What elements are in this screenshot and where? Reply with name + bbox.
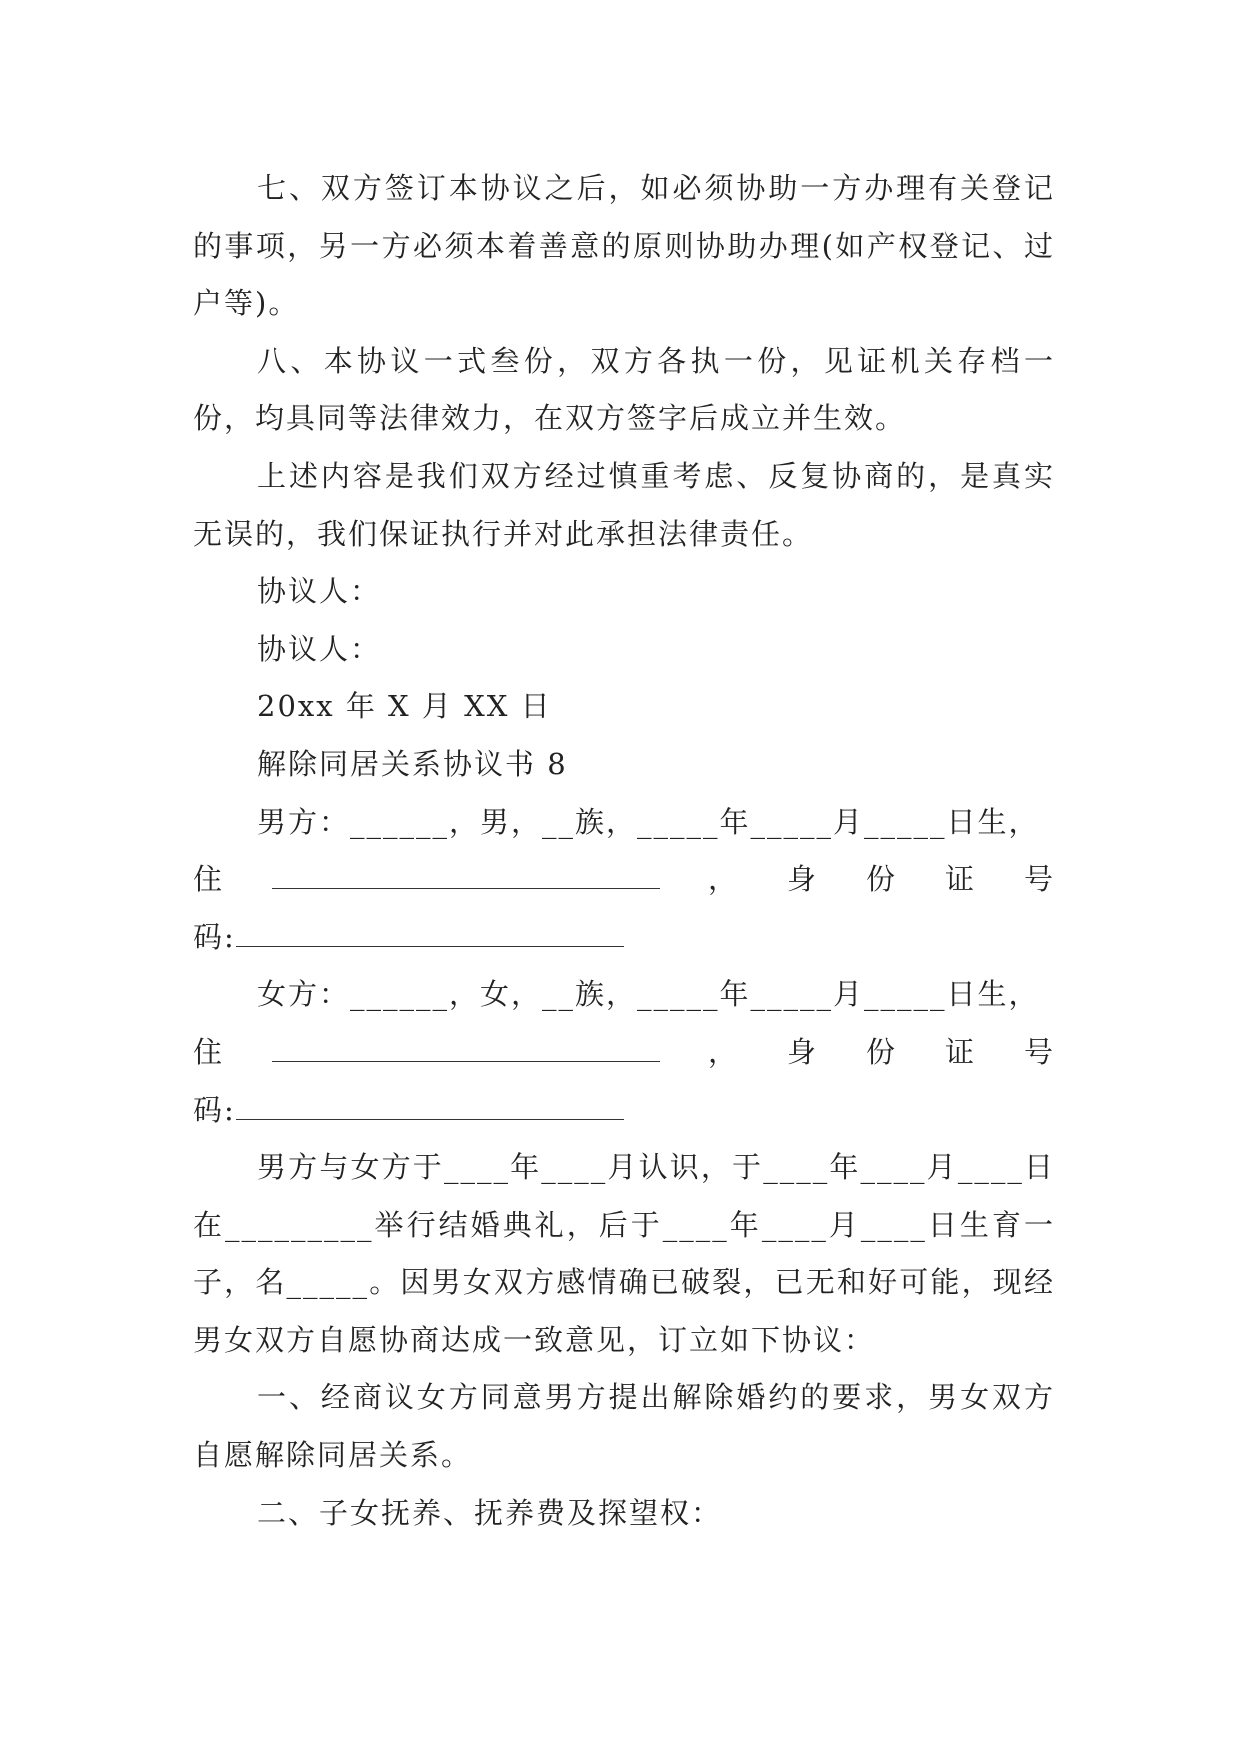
address-comma: ， <box>707 1034 739 1069</box>
id-code-label: 码: <box>193 1092 236 1127</box>
address-blank <box>272 866 660 889</box>
id-char-2: 份 <box>865 1034 897 1069</box>
clause-seven: 七、双方签订本协议之后，如必须协助一方办理有关登记的事项，另一方必须本着善意的原则协助办理(如产权登记、过户等)。 <box>193 171 1055 321</box>
female-address-line <box>193 1024 1055 1082</box>
id-code-label: 码: <box>193 919 236 954</box>
female-party-line: 女方：______，女，__族，_____年_____月_____日生， <box>257 977 1040 1012</box>
id-char-2: 份 <box>865 862 897 897</box>
address-label: 住 <box>193 862 225 897</box>
document-body <box>193 160 1055 1542</box>
male-address-line <box>193 851 1055 909</box>
id-code-blank <box>236 1097 624 1120</box>
declaration-paragraph: 上述内容是我们双方经过慎重考虑、反复协商的，是真实无误的，我们保证执行并对此承担法律责任。 <box>193 458 1055 551</box>
id-char-3: 证 <box>944 862 976 897</box>
address-label: 住 <box>193 1034 225 1069</box>
male-party-line: 男方：______，男，__族，_____年_____月_____日生， <box>257 804 1040 839</box>
section-title: 解除同居关系协议书 8 <box>257 746 568 781</box>
clause-eight: 八、本协议一式叁份，双方各执一份，见证机关存档一份，均具同等法律效力，在双方签字后成立并生效。 <box>193 343 1055 436</box>
signer-line-2: 协议人： <box>257 631 382 666</box>
address-comma: ， <box>707 862 739 897</box>
clause-one: 一、经商议女方同意男方提出解除婚约的要求，男女双方自愿解除同居关系。 <box>193 1380 1055 1473</box>
id-char-3: 证 <box>944 1034 976 1069</box>
date-line: 20xx 年 X 月 XX 日 <box>257 689 552 724</box>
signer-line-1: 协议人： <box>257 574 382 609</box>
female-id-line <box>193 1082 1055 1140</box>
id-char-4: 号 <box>1023 862 1055 897</box>
id-char-1: 身 <box>786 1034 818 1069</box>
clause-two: 二、子女抚养、抚养费及探望权： <box>257 1495 723 1530</box>
id-code-blank <box>236 924 624 947</box>
id-char-4: 号 <box>1023 1034 1055 1069</box>
male-id-line <box>193 909 1055 967</box>
relationship-paragraph: 男方与女方于____年____月认识，于____年____月____日在_________举行结婚典礼，后于____年____月____日生育一子，名_____。因男女双方感情确已破裂，已无和好可能，现经男女双方自愿协商达成一致意见，订立如下协议： <box>193 1150 1055 1357</box>
id-char-1: 身 <box>786 862 818 897</box>
address-blank <box>272 1039 660 1062</box>
